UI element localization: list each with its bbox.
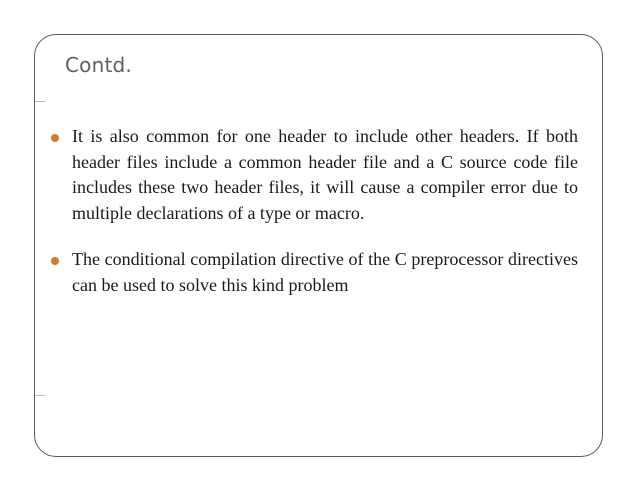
slide-title: Contd. — [65, 53, 132, 77]
bullet-item — [48, 124, 578, 226]
bullet-dot-icon — [51, 257, 59, 265]
title-area — [35, 35, 602, 101]
bullet-item — [48, 247, 578, 298]
bullet-text: The conditional compilation directive of the C preprocessor directives can be used to solve this kind problem — [72, 249, 578, 295]
frame-tick-top — [35, 101, 45, 102]
bullet-text: It is also common for one header to include other headers. If both header files include a common header file and a C source code file includes these two header files, it will cause a compiler error due to multiple declarations of a type or macro. — [72, 126, 578, 223]
bullet-list — [48, 124, 578, 319]
bullet-dot-icon — [51, 134, 59, 142]
slide-frame — [34, 34, 603, 457]
frame-tick-bottom — [35, 395, 45, 396]
